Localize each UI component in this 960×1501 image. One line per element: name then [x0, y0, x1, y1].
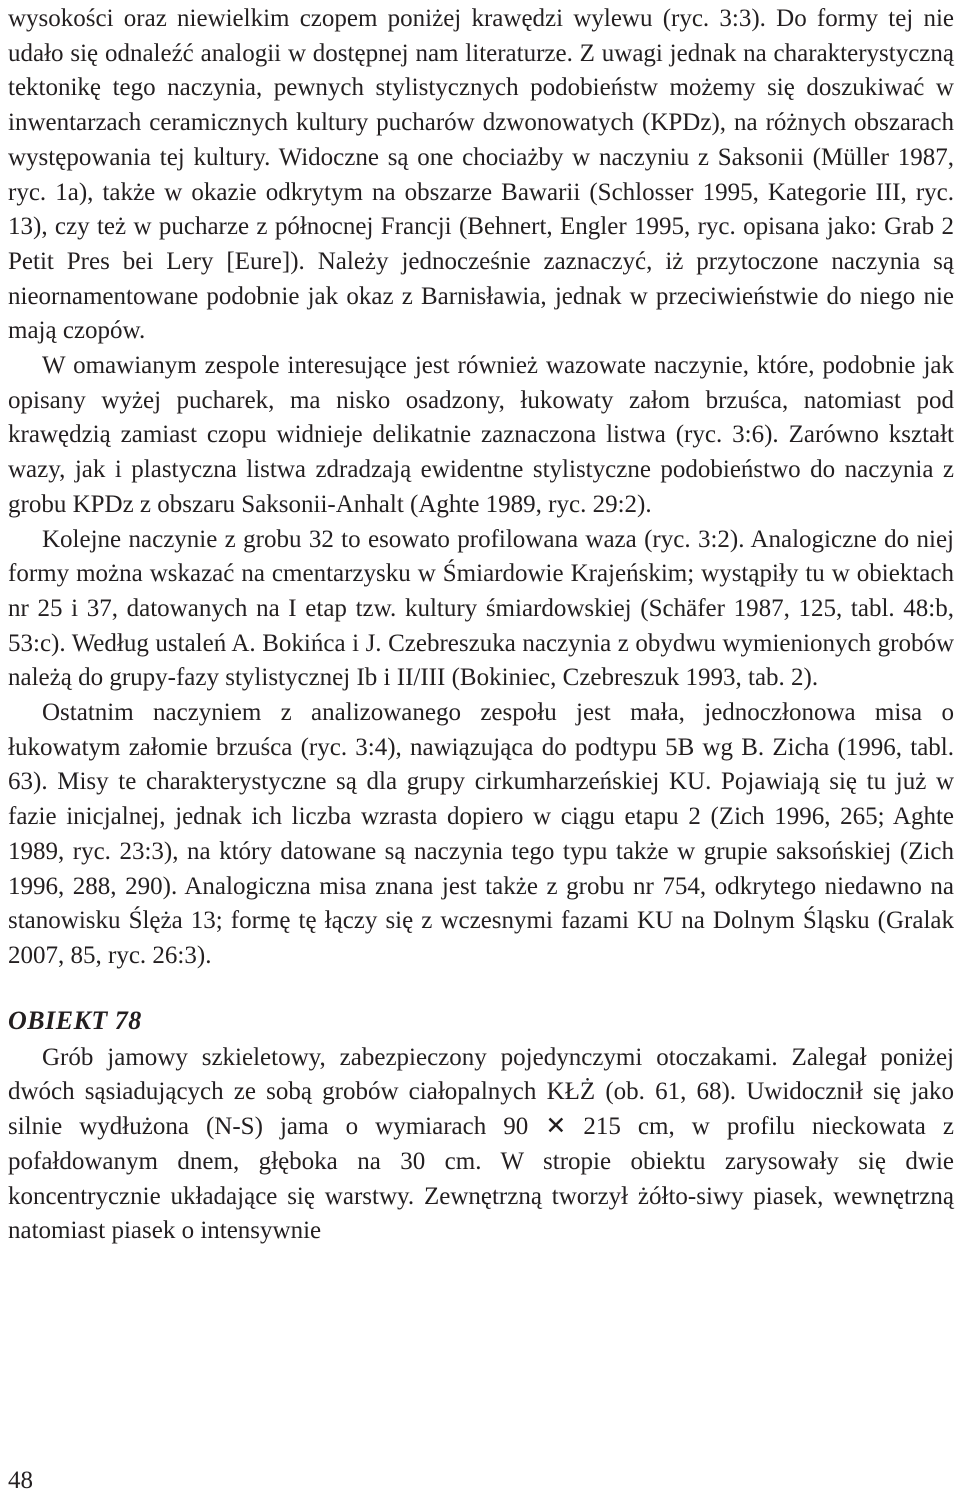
paragraph-continued: wysokości oraz niewielkim czopem poniżej krawędzi wylewu (ryc. 3:3). Do formy tej nie udało się odnaleźć analogii w dostępnej nam literaturze. Z uwagi jednak na charakterystyczną tektonikę tego naczynia, pewnych stylistycznych podobieństw możemy się doszukiwać w inwentarzach ceramicznych kultury pucharów dzwonowatych (KPDz), na różnych obszarach występowania tej kultury. Widoczne są one chociażby w naczyniu z Saksonii (Müller 1987, ryc. 1a), także w okazie odkrytym na obszarze Bawarii (Schlosser 1995, Kategorie III, ryc. 13), czy też w pucharze z północnej Francji (Behnert, Engler 1995, ryc. opisana jako: Grab 2 Petit Pres bei Lery [Eure]). Należy jednocześnie zaznaczyć, iż przytoczone naczynia są nieornamentowane podobnie jak okaz z Barnisławia, jednak w przeciwieństwie do niego nie mają czopów.	[8, 5, 954, 345]
paragraph-grave-32-vase: Kolejne naczynie z grobu 32 to esowato profilowana waza (ryc. 3:2). Analogiczne do niej formy można wskazać na cmentarzysku w Śmiardowie Krajeńskim; wystąpiły tu w obiektach nr 25 i 37, datowanych na I etap tzw. kultury śmiardowskiej (Schäfer 1987, 125, tabl. 48:b, 53:c). Według ustaleń A. Bokińca i J. Czebreszuka naczynia z obydwu wymienionych grobów należą do grupy-fazy stylistycznej Ib i II/III (Bokiniec, Czebreszuk 1993, tab. 2).	[8, 525, 954, 692]
document-page	[8, 0, 954, 1249]
page-number: 48	[8, 1467, 33, 1494]
paragraph-object-78: Grób jamowy szkieletowy, zabezpieczony pojedynczymi otoczakami. Zalegał poniżej dwóch sąsiadujących ze sobą grobów ciałopalnych KŁŻ (ob. 61, 68). Uwidocznił się jako silnie wydłużona (N-S) jama o wymiarach 90 ✕ 215 cm, w profilu nieckowata z pofałdowanym dnem, głęboka na 30 cm. W stropie obiektu zarysowały się dwie koncentrycznie układające się warstwy. Zewnętrzną tworzył żółto-siwy piasek, wewnętrzną natomiast piasek o intensywnie	[8, 1043, 954, 1245]
paragraph-bowl: Ostatnim naczyniem z analizowanego zespołu jest mała, jednoczłonowa misa o łukowatym załomie brzuśca (ryc. 3:4), nawiązująca do podtypu 5B wg B. Zicha (1996, tabl. 63). Misy te charakterystyczne są dla grupy cirkumharzeńskiej KU. Pojawiają się tu już w fazie inicjalnej, jednak ich liczba wzrasta dopiero w ciągu etapu 2 (Zich 1996, 265; Aghte 1989, ryc. 23:3), na który datowane są naczynia tego typu także w grupie saksońskiej (Zich 1996, 288, 290). Analogiczna misa znana jest także z grobu nr 754, odkrytego niedawno na stanowisku Ślęża 13; formę tę łączy się z wczesnymi fazami KU na Dolnym Śląsku (Gralak 2007, 85, ryc. 26:3).	[8, 699, 954, 969]
paragraph-vase-vessel: W omawianym zespole interesujące jest również wazowate naczynie, które, podobnie jak opisany wyżej pucharek, ma nisko osadzony, łukowaty załom brzuśca, natomiast pod krawędzią zamiast czopu widnieje delikatnie zaznaczona listwa (ryc. 3:6). Zarówno kształt wazy, jak i plastyczna listwa zdradzają ewidentne stylistyczne podobieństwo do naczynia z grobu KPDz z obszaru Saksonii-Anhalt (Aghte 1989, ryc. 29:2).	[8, 352, 954, 518]
section-heading: OBIEKT 78	[8, 1005, 142, 1035]
